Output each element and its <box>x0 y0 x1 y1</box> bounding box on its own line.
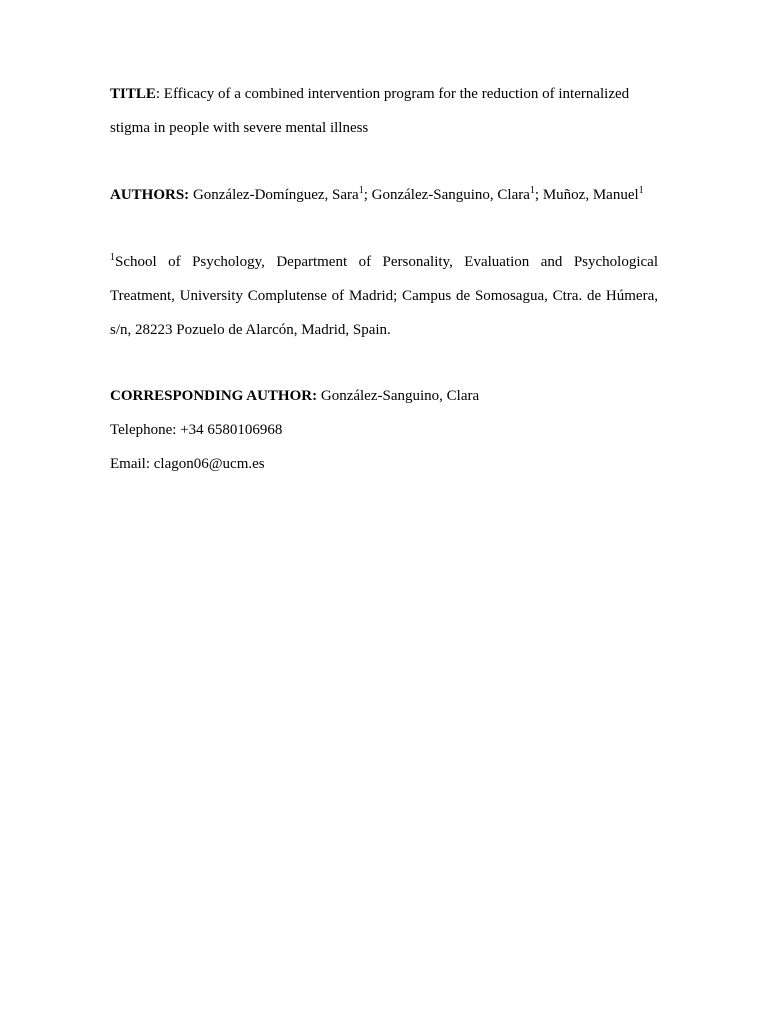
email-text: Email: clagon06@ucm.es <box>110 456 265 472</box>
title-text-1: : Efficacy of a combined intervention program for the reduction of internalized <box>155 86 630 102</box>
author-name: González-Sanguino, Clara <box>371 187 530 203</box>
authors-line <box>110 184 644 206</box>
affiliation-block <box>110 251 658 341</box>
author-affil-marker: 1 <box>529 185 535 196</box>
telephone-text: Telephone: +34 6580106968 <box>110 422 283 438</box>
author-name: González-Domínguez, Sara <box>192 187 359 203</box>
corresponding-author-label: CORRESPONDING AUTHOR: <box>110 388 318 404</box>
authors-label: AUTHORS: <box>110 187 190 203</box>
corresponding-author-line <box>110 385 479 407</box>
title-line-2 <box>110 117 368 139</box>
title-label: TITLE <box>110 86 156 102</box>
affiliation-text-2: Treatment, University Complutense of Madrid; Campus de Somosagua, Ctra. de Húmera, <box>110 288 658 304</box>
affiliation-marker: 1 <box>110 252 115 263</box>
author-separator: ; <box>534 187 543 203</box>
email-line <box>110 453 265 475</box>
corresponding-author-name: González-Sanguino, Clara <box>320 388 480 404</box>
affiliation-text-3: s/n, 28223 Pozuelo de Alarcón, Madrid, Spain. <box>110 322 391 338</box>
title-text-2: stigma in people with severe mental illness <box>110 120 369 136</box>
author-affil-marker: 1 <box>638 185 644 196</box>
author-affil-marker: 1 <box>358 185 364 196</box>
author-separator: ; <box>363 187 372 203</box>
telephone-line <box>110 419 282 441</box>
affiliation-line-3 <box>110 319 658 341</box>
title-line-1 <box>110 83 629 105</box>
author-name: Muñoz, Manuel <box>542 187 639 203</box>
affiliation-text-1: School of Psychology, Department of Personality, Evaluation and Psychological <box>115 254 658 270</box>
affiliation-line-2 <box>110 285 658 307</box>
affiliation-line-1 <box>110 251 658 273</box>
